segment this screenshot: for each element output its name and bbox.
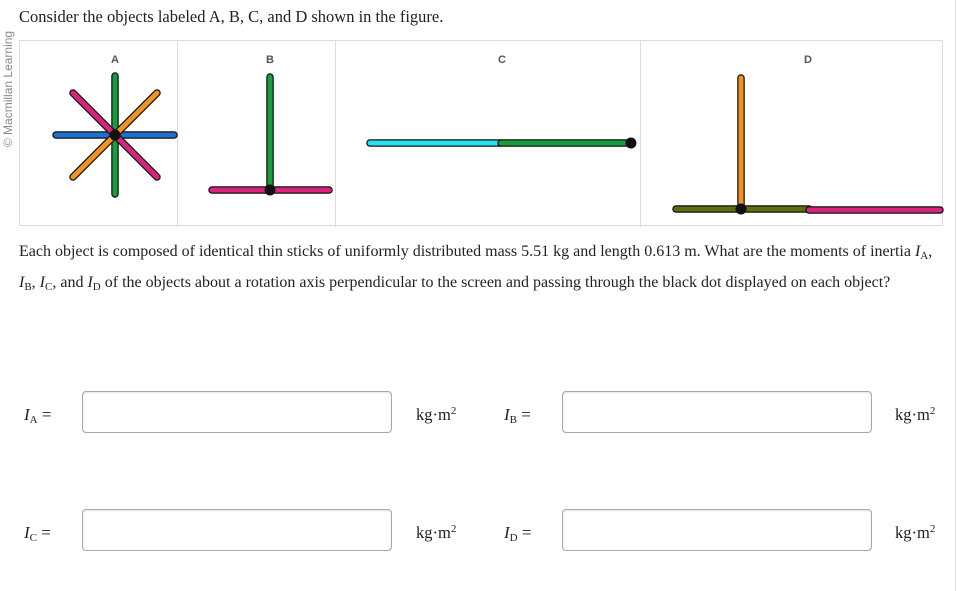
label-b: B <box>266 54 274 66</box>
object-b <box>212 77 329 196</box>
label-d: D <box>804 54 812 66</box>
answer-input-ia[interactable] <box>82 391 392 433</box>
label-a: A <box>111 54 119 66</box>
answer-input-ic[interactable] <box>82 509 392 551</box>
object-c <box>370 138 637 149</box>
unit-ia: $kg\cdot m^2$ <box>416 405 457 424</box>
problem-description: Each object is composed of identical thin sticks of uniformly distributed mass 5.51 kg and length 0.613 m. What are the moments of inertia $I_A$, $I_B$, $I_C$, and $I_D$ of the objects about a rotation axis perpendicular to the screen and passing through the black dot displayed on each object? <box>19 243 933 293</box>
label-id: $I_D$ = <box>504 523 532 544</box>
question-text: Consider the objects labeled A, B, C, and D shown in the figure. <box>19 7 444 26</box>
label-ic: $I_C$ = <box>24 523 51 544</box>
unit-ib: $kg\cdot m^2$ <box>895 405 936 424</box>
object-a <box>56 76 174 194</box>
pivot-dot-b <box>265 185 276 196</box>
answer-input-id[interactable] <box>562 509 872 551</box>
answer-input-ib[interactable] <box>562 391 872 433</box>
figure-panel <box>19 40 943 226</box>
pivot-dot-a <box>110 130 121 141</box>
label-ib: $I_B$ = <box>504 405 531 426</box>
unit-ic: $kg\cdot m^2$ <box>416 523 457 542</box>
label-c: C <box>498 54 506 66</box>
copyright-watermark: © Macmillan Learning <box>1 30 15 148</box>
figure-svg <box>20 41 944 227</box>
label-ia: $I_A$ = <box>24 405 52 426</box>
pivot-dot-d <box>736 204 747 215</box>
right-divider <box>955 0 956 591</box>
unit-id: $kg\cdot m^2$ <box>895 523 936 542</box>
pivot-dot-c <box>626 138 637 149</box>
object-d <box>676 78 940 215</box>
